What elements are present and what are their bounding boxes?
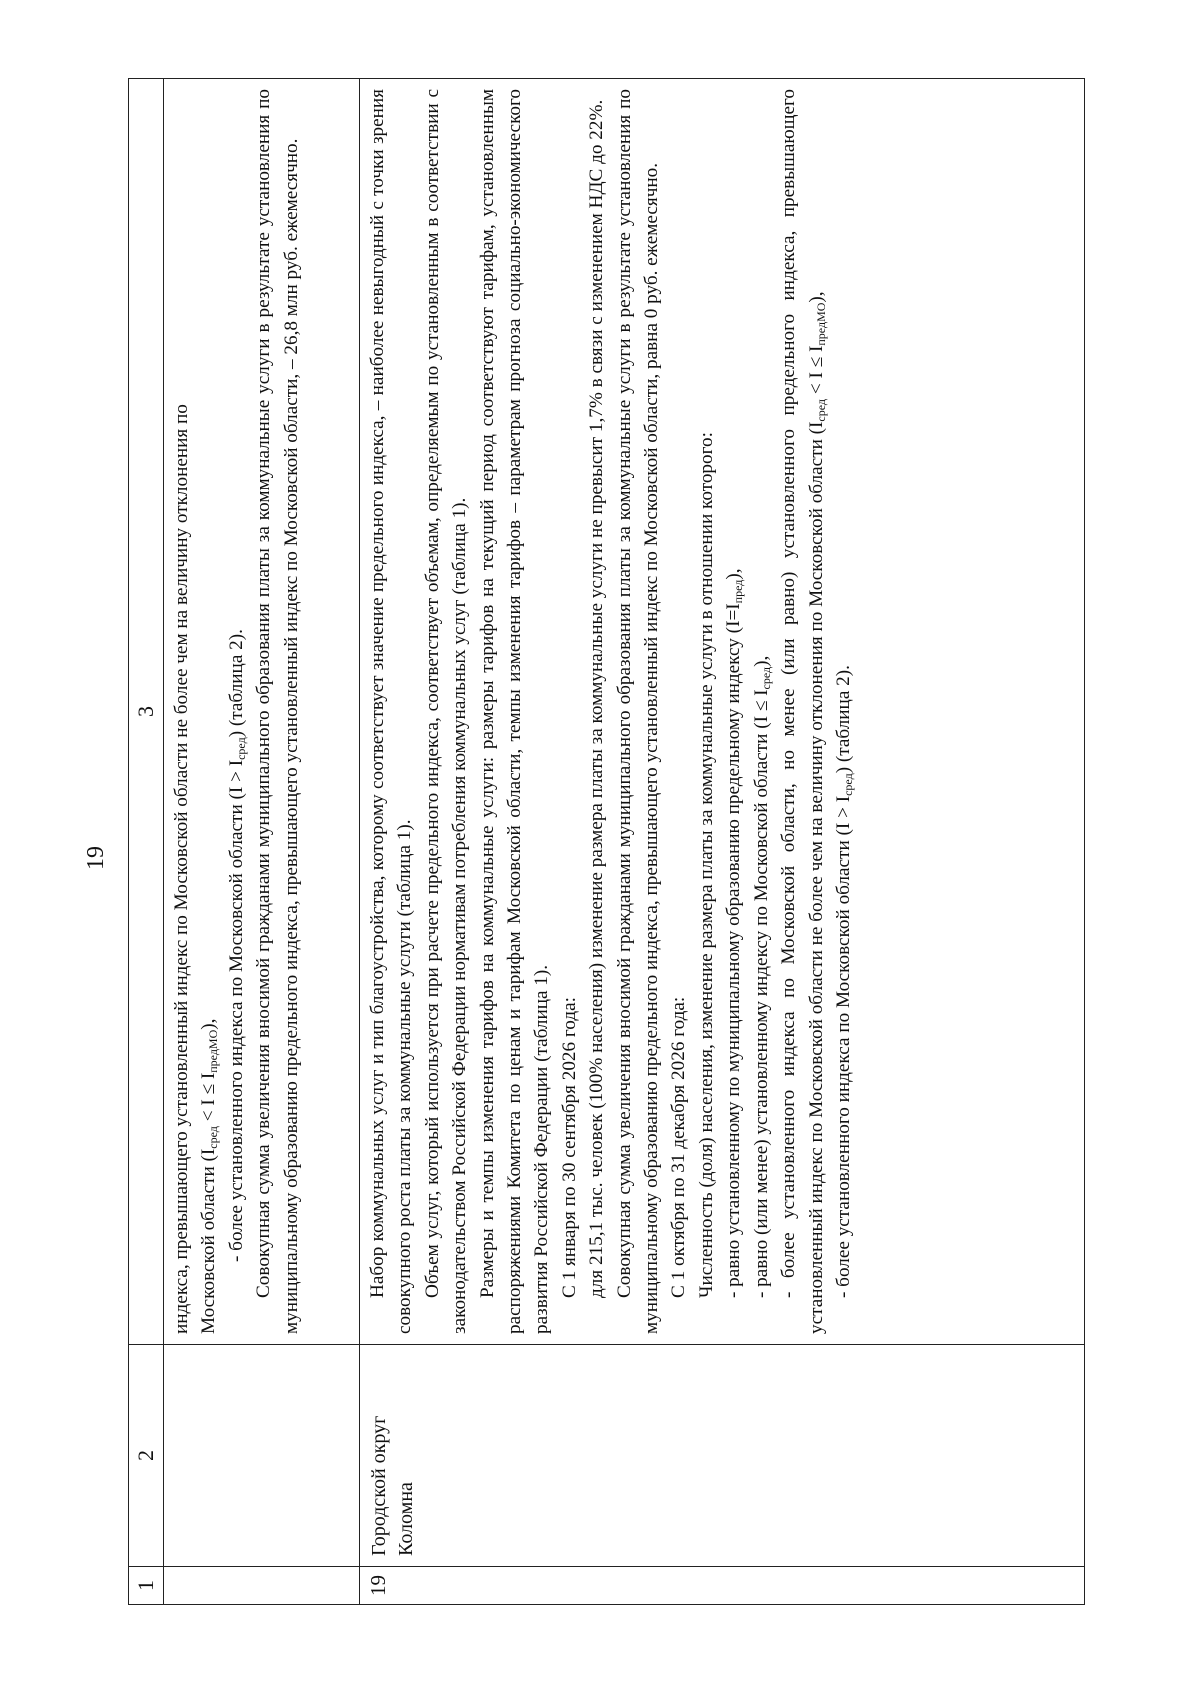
municipality-name: Городской округ Коломна	[360, 1345, 1085, 1567]
rotated-table-container	[128, 79, 1085, 1605]
text-paragraph: С 1 января по 30 сентября 2026 года:	[558, 997, 580, 1298]
text-paragraph: Объем услуг, который используется при расчете предельного индекса, соответствует объемам, определяемым по установленным в соответствии с законодательством Российской Федерации нормативам потребления коммунальных услуг (таблица 1).	[421, 89, 471, 1334]
text-line: индекса, превышающего установленный индекс по Московской области не более чем на величину отклонения по	[171, 404, 192, 1334]
bullet-item: - равно установленному по муниципальному образованию предельному индексу $(I=I_{пред})$,	[723, 568, 746, 1298]
cell-description-continuation	[164, 79, 360, 1345]
text-paragraph: Совокупная сумма увеличения вносимой гражданами муниципального образования платы за коммунальные услуги в результате установления по муниципальному образованию предельного индекса, превышающего установленный индекс по Московской области, – 26,8 млн руб. ежемесячно.	[253, 89, 302, 1334]
table-row-continuation	[164, 79, 360, 1605]
text-line: - более установленного индекса по Московской области $(I > I_{сред})$ (таблица 2).	[225, 629, 248, 1262]
text-paragraph: Набор коммунальных услуг и тип благоустройства, которому соответствует значение предельного индекса, – наиболее невыгодный с точки зрения совокупного роста платы за коммунальные услуги (таблица 1).	[367, 89, 416, 1334]
row-number: 19	[360, 1567, 1085, 1605]
text-paragraph: С 1 октября по 31 декабря 2026 года:	[668, 996, 690, 1298]
text-paragraph: для 215,1 тыс. человек (100% населения) изменение размера платы за коммунальные услуги не превысит 1,7% в связи с изменением НДС до 22%.	[586, 99, 608, 1298]
bullet-item: - более установленного индекса по Московской области, но менее (или равно) установленного предельного индекса, превышающего установленный индекс по Московской области не более чем на величину отклонения по Московской области $(I_{сред} < I \le I_{предМО})$,	[778, 89, 828, 1334]
table-header-row	[129, 79, 164, 1605]
page-number: 19	[83, 846, 109, 870]
table-row-19	[360, 79, 1085, 1605]
column-header-1: 1	[129, 1567, 164, 1605]
tariff-table	[128, 78, 1085, 1605]
column-header-3: 3	[129, 79, 164, 1345]
text-paragraph: Размеры и темпы изменения тарифов на коммунальные услуги: размеры тарифов на текущий период соответствуют тарифам, установленным распоряжениями Комитета по ценам и тарифам Московской области, темпы изменения тарифов – параметрам прогноза социально-экономического развития Российской Федерации (таблица 1).	[476, 89, 553, 1334]
cell-municipality-empty	[164, 1345, 360, 1567]
text-line: Московской области $(I_{сред} < I \le I_{предМО})$,	[198, 1018, 221, 1334]
cell-number-empty	[164, 1567, 360, 1605]
text-paragraph: Численность (доля) населения, изменение размера платы за коммунальные услуги в отношении которого:	[695, 432, 717, 1298]
cell-description	[360, 79, 1085, 1345]
bullet-item: - более установленного индекса по Московской области $(I > I_{сред})$ (таблица 2).	[832, 665, 855, 1298]
column-header-2: 2	[129, 1345, 164, 1567]
bullet-item: - равно (или менее) установленному индексу по Московской области $(I \le I_{сред})$,	[750, 655, 773, 1298]
text-paragraph: Совокупная сумма увеличения вносимой гражданами муниципального образования платы за коммунальные услуги в результате установления по муниципальному образованию предельного индекса, превышающего установленный индекс по Московской области, равна 0 руб. ежемесячно.	[613, 89, 663, 1334]
